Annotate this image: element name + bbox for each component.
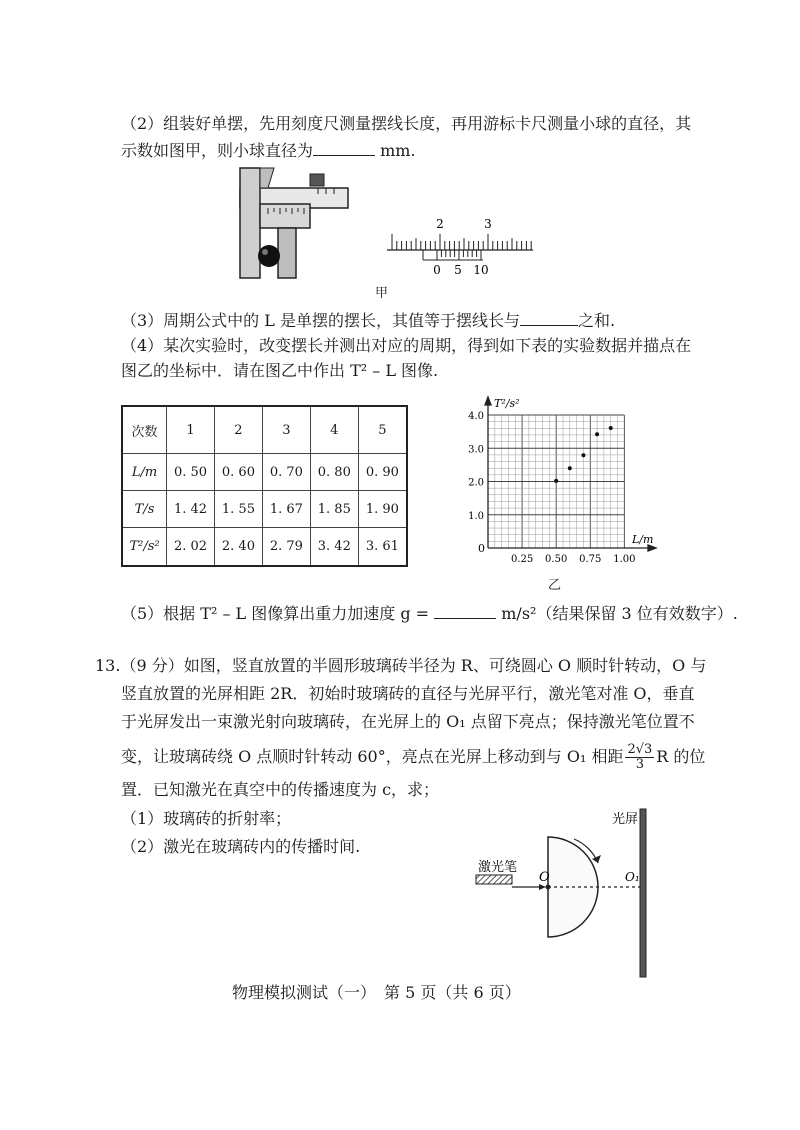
table-cell: 5 [358, 406, 407, 454]
chart-y-tick-label: 3.0 [468, 444, 484, 456]
table-cell: 0. 80 [310, 454, 358, 491]
q13-line5: 置．已知激光在真空中的传播速度为 c，求； [121, 780, 440, 799]
q12-part3-line [121, 310, 615, 332]
q12-part2-line1: （2）组装好单摆，先用刻度尺测量摆线长度，再用游标卡尺测量小球的直径，其 [121, 114, 692, 133]
chart-data-point [595, 432, 599, 436]
q12-part5-tail: m/s²（结果保留 3 位有效数字）. [501, 604, 738, 623]
vernier-label-5: 5 [454, 263, 462, 277]
figure-jia-caption: 甲 [375, 286, 389, 301]
q13-sub2: （2）激光在玻璃砖内的传播时间. [121, 837, 361, 856]
table-cell: 1 [167, 406, 215, 454]
chart-x-axis-label: L/m [632, 533, 654, 546]
table-cell: 0. 90 [358, 454, 407, 491]
table-cell: 0. 60 [214, 454, 262, 491]
q13-line4-text: 变，让玻璃砖绕 O 点顺时针转动 60°，亮点在光屏上移动到与 O₁ 相距 [121, 747, 624, 766]
fraction-denominator: 3 [635, 757, 644, 772]
table-cell: 次数 [122, 406, 167, 454]
table-cell: 1. 55 [214, 491, 262, 528]
fraction [625, 743, 654, 772]
table-cell: 2. 79 [262, 528, 310, 566]
table-cell: 3. 42 [310, 528, 358, 566]
table-cell: 1. 67 [262, 491, 310, 528]
q12-part3-tail: 之和. [577, 311, 616, 330]
table-cell: 2. 40 [214, 528, 262, 566]
table-row [122, 454, 407, 491]
screen-label: 光屏 [611, 812, 638, 827]
table-cell: T²/s² [122, 528, 167, 566]
chart-y-arrow [485, 397, 491, 405]
chart-y-axis-label: T²/s² [494, 397, 520, 410]
table-row [122, 406, 407, 454]
t2-l-chart [455, 393, 665, 568]
q13-line3: 于光屏发出一束激光射向玻璃砖，在光屏上的 O₁ 点留下亮点；保持激光笔位置不 [121, 712, 695, 731]
o-label: O [539, 870, 550, 885]
chart-y-tick-label: 1.0 [468, 510, 484, 522]
page-footer: 物理模拟测试（一） 第 5 页（共 6 页） [232, 983, 521, 1002]
answer-blank-g [434, 603, 496, 619]
table-cell: 1. 90 [358, 491, 407, 528]
q12-part2-unit: mm. [380, 141, 416, 160]
table-cell: 0. 70 [262, 454, 310, 491]
table-row [122, 528, 407, 566]
table-cell: 3 [262, 406, 310, 454]
table-cell: 2. 02 [167, 528, 215, 566]
table-row [122, 491, 407, 528]
q12-part5-text: （5）根据 T² – L 图像算出重力加速度 g = [121, 604, 430, 623]
vernier-scale-figure [385, 214, 535, 278]
table-cell: 2 [214, 406, 262, 454]
chart-y-tick-label: 2.0 [468, 477, 484, 489]
table-cell: 0. 50 [167, 454, 215, 491]
vernier-label-0: 0 [433, 263, 441, 277]
chart-data-point [581, 453, 585, 457]
glass-brick-figure [470, 805, 660, 980]
chart-origin-label: 0 [478, 542, 485, 555]
q13-sub1: （1）玻璃砖的折射率； [121, 809, 292, 828]
data-table [121, 405, 408, 567]
main-scale-label-3: 3 [484, 217, 492, 231]
figure-yi-caption: 乙 [548, 578, 562, 593]
q12-part5-line [121, 603, 738, 625]
table-cell: 1. 85 [310, 491, 358, 528]
vernier-label-10: 10 [473, 263, 489, 277]
answer-blank-length [520, 310, 578, 326]
chart-x-tick-label: 0.50 [545, 554, 568, 565]
table-cell: L/m [122, 454, 167, 491]
q12-part2-text: 示数如图甲，则小球直径为 [121, 141, 314, 160]
q12-part2-line2 [121, 140, 416, 162]
chart-data-point [609, 426, 613, 430]
table-cell: 1. 42 [167, 491, 215, 528]
table-cell: T/s [122, 491, 167, 528]
fraction-numerator: 2√3 [627, 742, 653, 757]
chart-x-tick-label: 0.75 [579, 554, 602, 565]
answer-blank-diameter [313, 140, 375, 156]
o1-label: O₁ [625, 870, 640, 884]
q12-part4-line2: 图乙的坐标中．请在图乙中作出 T² – L 图像. [121, 361, 439, 380]
q13-line4 [121, 743, 705, 772]
chart-data-point [554, 479, 558, 483]
q12-part4-line1: （4）某次实验时，改变摆长并测出对应的周期，得到如下表的实验数据并描点在 [121, 336, 692, 355]
chart-x-tick-label: 0.25 [510, 554, 534, 565]
laser-label: 激光笔 [478, 860, 518, 875]
q13-line4-tail: R 的位 [656, 747, 706, 766]
main-scale-label-2: 2 [436, 217, 444, 231]
q13-line1: 13.（9 分）如图，竖直放置的半圆形玻璃砖半径为 R、可绕圆心 O 顺时针转动，O 与 [95, 656, 707, 675]
vernier-caliper-figure [238, 164, 350, 282]
table-cell: 3. 61 [358, 528, 407, 566]
q13-line2: 竖直放置的光屏相距 2R．初始时玻璃砖的直径与光屏平行，激光笔对准 O，垂直 [121, 684, 695, 703]
table-cell: 4 [310, 406, 358, 454]
chart-y-tick-label: 4.0 [468, 411, 484, 422]
chart-x-tick-label: 1.00 [613, 554, 636, 565]
q12-part3-text: （3）周期公式中的 L 是单摆的摆长，其值等于摆线长与 [121, 311, 520, 330]
chart-data-point [568, 466, 572, 470]
